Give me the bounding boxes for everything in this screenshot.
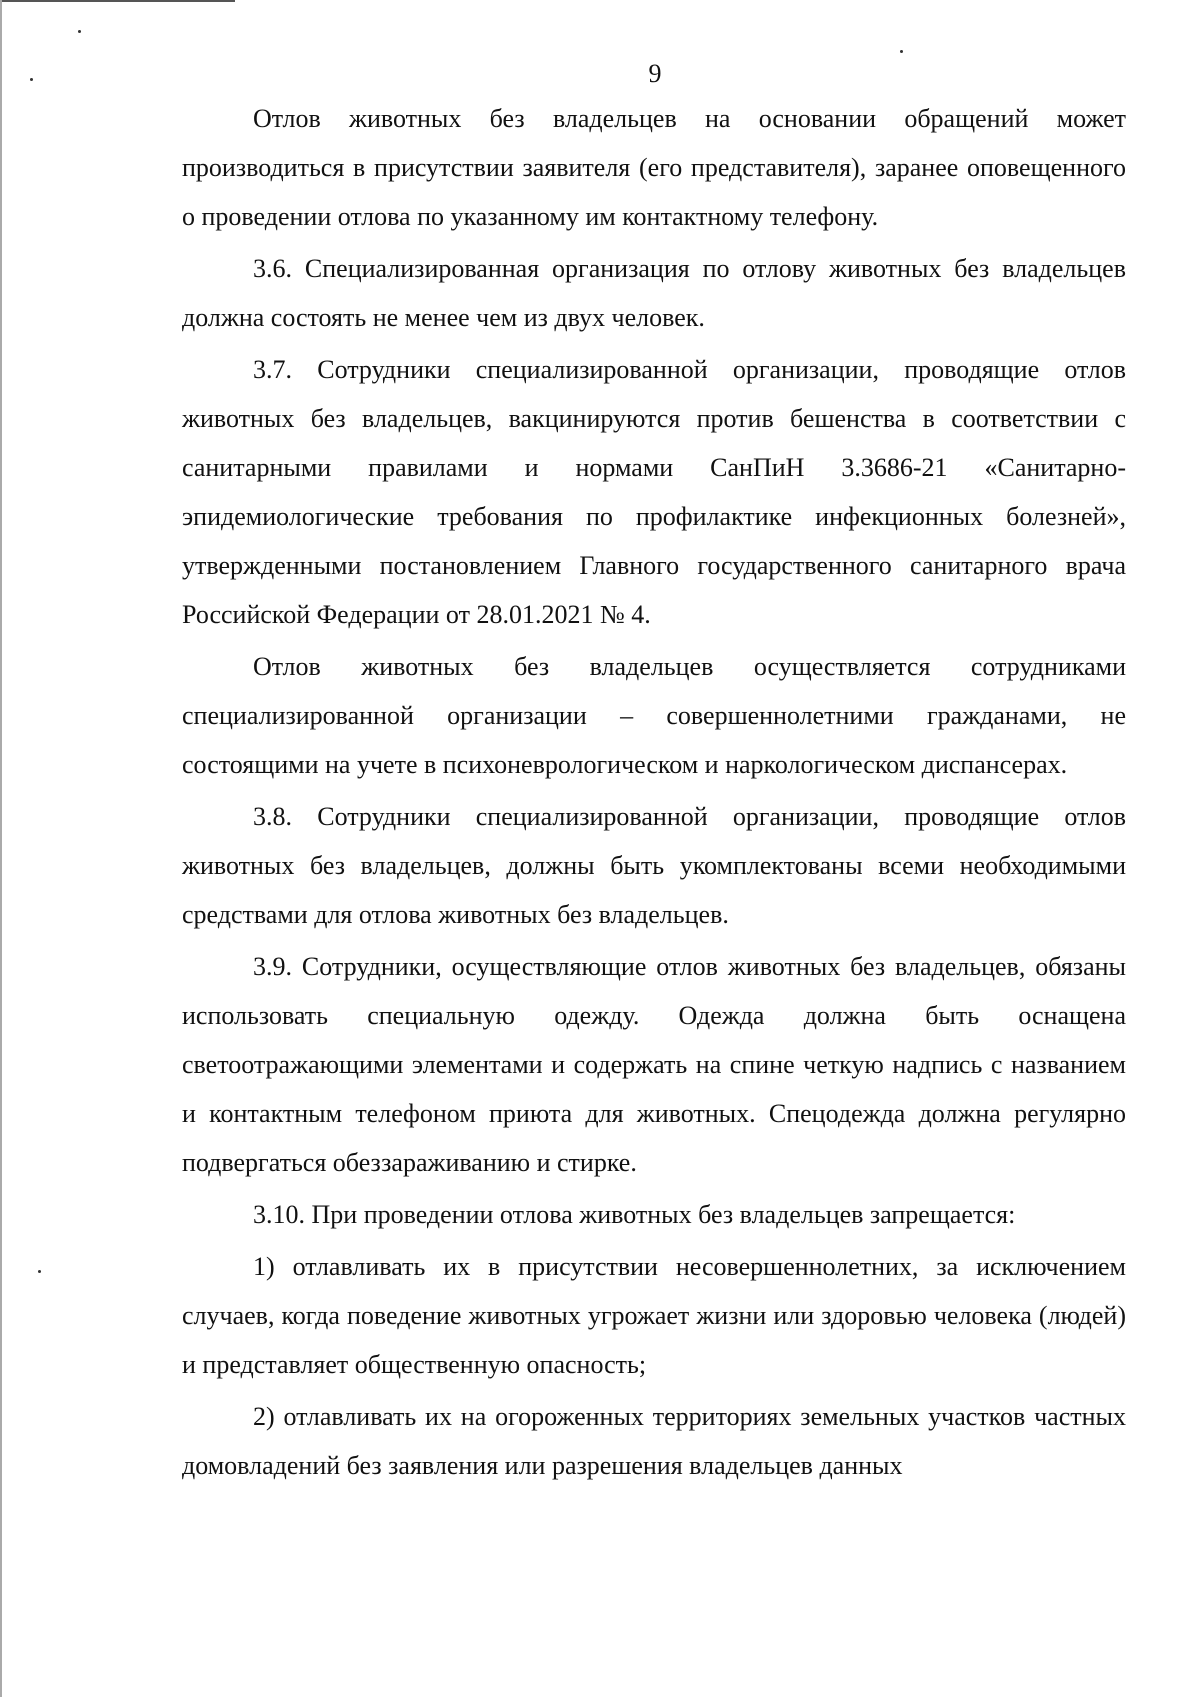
scan-edge-top — [0, 0, 235, 2]
scan-speck — [900, 50, 903, 53]
paragraph-3-8: 3.8. Сотрудники специализированной организации, проводящие отлов животных без владельцев, должны быть укомплектованы всеми необходимыми средствами для отлова животных без владельцев. — [182, 802, 1126, 929]
paragraph-3-9: 3.9. Сотрудники, осуществляющие отлов животных без владельцев, обязаны использовать специальную одежду. Одежда должна быть оснащена светоотражающими элементами и содержать на спине четкую надпись с названием и контактным телефоном приюта для животных. Спецодежда должна регулярно подвергаться обеззараживанию и стирке. — [182, 952, 1126, 1177]
scan-edge-left — [0, 0, 2, 1697]
page-number: 9 — [648, 59, 662, 88]
paragraph-3-7: 3.7. Сотрудники специализированной организации, проводящие отлов животных без владельцев, вакцинируются против бешенства в соответствии с санитарными правилами и нормами СанПиН 3.3686-21 «Санитарно-эпидемиологические требования по профилактике инфекционных болезней», утвержденными постановлением Главного государственного санитарного врача Российской Федерации от 28.01.2021 № 4. — [182, 355, 1126, 629]
scan-speck — [38, 1270, 41, 1273]
paragraph-3-6: 3.6. Специализированная организация по отлову животных без владельцев должна состоять не менее чем из двух человек. — [182, 254, 1126, 332]
document-body — [182, 94, 1126, 1493]
paragraph-staff-requirements: Отлов животных без владельцев осуществляется сотрудниками специализированной организации – совершеннолетними гражданами, не состоящими на учете в психоневрологическом и наркологическом диспансерах. — [182, 652, 1126, 779]
paragraph-3-10: 3.10. При проведении отлова животных без владельцев запрещается: — [253, 1200, 1016, 1229]
paragraph-capture-on-request: Отлов животных без владельцев на основании обращений может производиться в присутствии заявителя (его представителя), заранее оповещенного о проведении отлова по указанному им контактному телефону. — [182, 104, 1126, 231]
list-item-2: 2) отлавливать их на огороженных территориях земельных участков частных домовладений без заявления или разрешения владельцев данных — [182, 1402, 1126, 1480]
scan-speck — [78, 30, 81, 33]
list-item-1: 1) отлавливать их в присутствии несовершеннолетних, за исключением случаев, когда поведение животных угрожает жизни или здоровью человека (людей) и представляет общественную опасность; — [182, 1252, 1126, 1379]
